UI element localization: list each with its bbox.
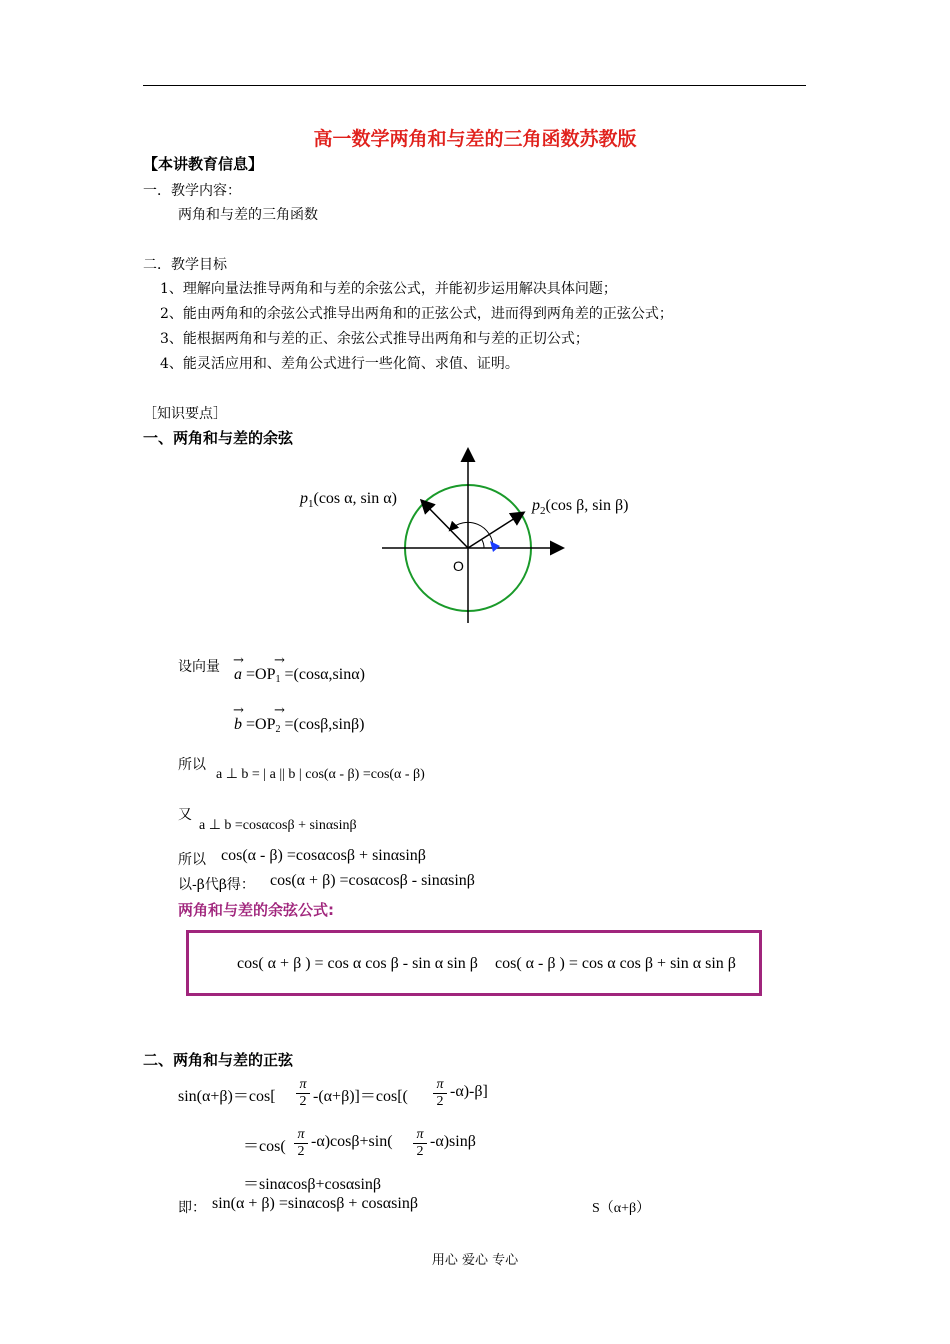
vector-arrow-icon: → [233,703,244,718]
knowledge-label: ［知识要点］ [143,406,227,422]
sin-derivation-l1b: -(α+β)]＝cos[( [313,1088,408,1105]
pi-over-2-fraction: π 2 [294,1127,308,1160]
page-footer: 用心 爱心 专心 [431,1253,519,1268]
sin-derivation-l2a: ＝cos( [243,1138,286,1155]
goal-item: 4、能灵活应用和、差角公式进行一些化简、求值、证明。 [160,356,519,372]
namely-label: 即： [178,1200,206,1216]
section1-heading: 一．教学内容： [143,183,241,199]
vector-arrow-icon: → [233,653,244,668]
pi-over-2-fraction: π 2 [433,1077,447,1110]
cos-sum-result: cos(α + β) =cosαcosβ - sinαsinβ [270,872,475,889]
goal-item: 1、理解向量法推导两角和与差的余弦公式，并能初步运用解决具体问题； [160,281,617,297]
cosine-formula-box [186,930,762,996]
therefore-label: 所以 [178,757,206,773]
vector-op2 [468,513,523,548]
dot-product-formula: a ⊥ b = | a || b | cos(α - β) =cos(α - β) [216,767,425,782]
vector-arrow-icon: → [274,703,285,718]
header-rule [143,85,806,86]
therefore-label: 所以 [178,852,206,868]
sin-derivation-l3: ＝sinαcosβ+cosαsinβ [243,1176,382,1193]
sin-sum-formula: sin(α + β) =sinαcosβ + cosαsinβ [212,1195,418,1212]
formula-label: 两角和与差的余弦公式: [178,901,334,919]
part1-heading: 一、两角和与差的余弦 [143,429,294,447]
goal-item: 2、能由两角和的余弦公式推导出两角和的正弦公式，进而得到两角差的正弦公式； [160,306,673,322]
pi-over-2-fraction: π 2 [413,1127,427,1160]
cos-diff-result: cos(α - β) =cosαcosβ + sinαsinβ [221,847,426,864]
p1-label: $p_1(\cos$ α, sin α) [300,490,397,510]
angle-marker-icon [490,541,500,552]
unit-circle-diagram [290,445,670,630]
sin-derivation-l1a: sin(α+β)＝cos[ [178,1088,276,1105]
sin-derivation-l2c: -α)sinβ [430,1133,476,1150]
angle-beta-arc [482,540,484,548]
page-title: 高一数学两角和与差的三角函数苏教版 [313,128,637,150]
section1-content: 两角和与差的三角函数 [178,207,318,223]
substitute-label: 以-β代β得： [178,877,255,893]
formula-tag: S（α+β） [592,1201,651,1216]
p2-label: $p_2(\cos$ β, sin β) [532,497,629,517]
origin-label: O [453,558,464,574]
also-label: 又 [178,807,192,823]
vector-b-def: $b =OP_2 =(\cos\beta,\sin\beta)$ [234,716,365,735]
sin-derivation-l2b: -α)cosβ+sin( [311,1133,393,1150]
vector-arrow-icon: → [274,653,285,668]
vector-a-def: $a =OP_1 =(\cos\alpha,\sin\alpha)$ [234,666,365,685]
section2-heading: 二．教学目标 [143,257,227,273]
pi-over-2-fraction: π 2 [296,1077,310,1110]
goal-item: 3、能根据两角和与差的正、余弦公式推导出两角和与差的正切公式； [160,331,589,347]
section-header: 【本讲教育信息】 [143,155,264,173]
cos-sum-formula: cos( α + β ) = cos α cos β - sin α sin β [237,955,478,972]
part2-heading: 二、两角和与差的正弦 [143,1051,294,1069]
sin-derivation-l1c: -α)-β] [450,1083,488,1100]
vector-def-prefix: 设向量 [178,659,220,675]
vector-op1 [422,501,468,548]
dot-product-expansion: a ⊥ b =cosαcosβ + sinαsinβ [199,818,357,833]
cos-diff-formula: cos( α - β ) = cos α cos β + sin α sin β [495,955,736,972]
